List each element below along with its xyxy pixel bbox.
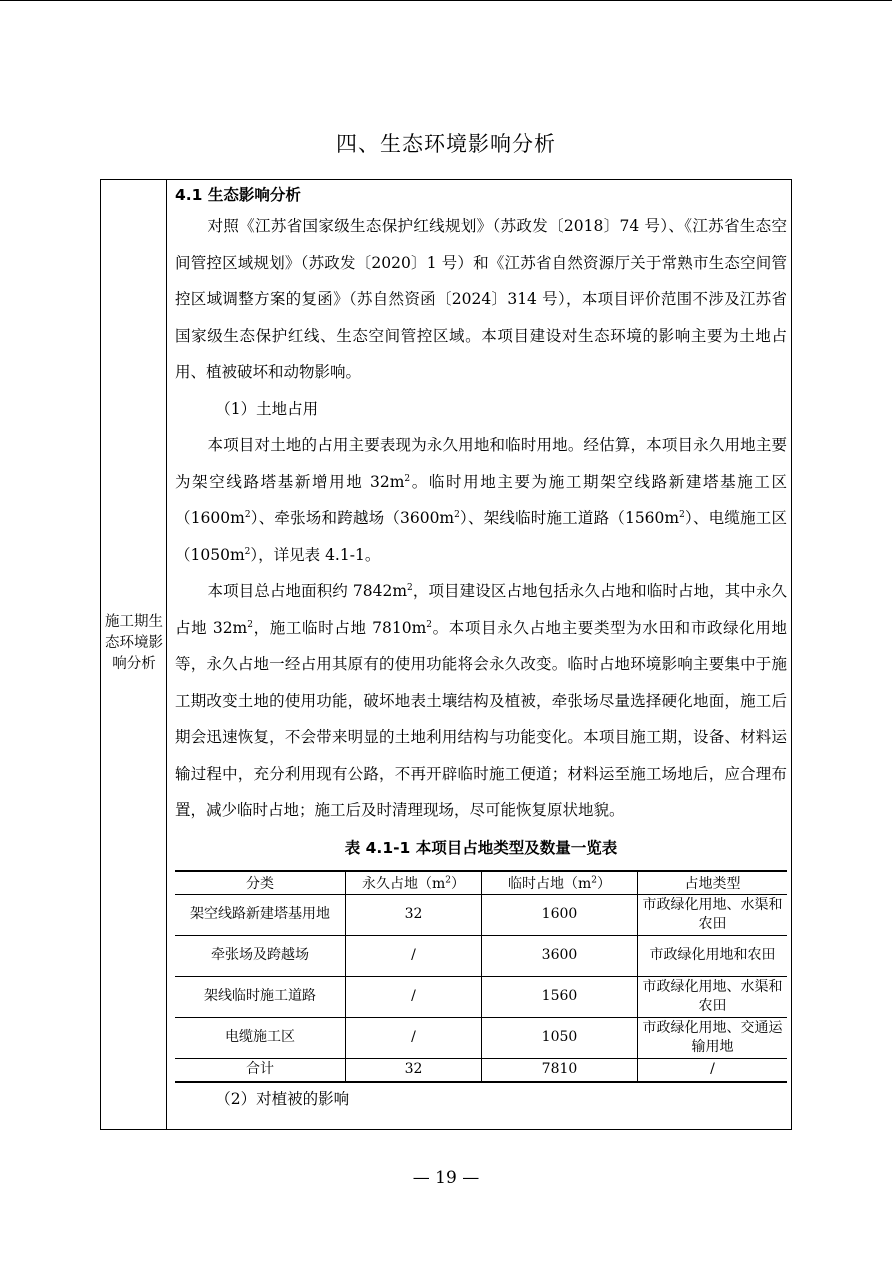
total-land-type: /	[638, 1058, 788, 1082]
table-header-row	[175, 871, 787, 895]
cell-temporary: 1050	[482, 1017, 638, 1058]
section-heading: 4.1 生态影响分析	[175, 186, 301, 204]
cell-temporary: 3600	[482, 935, 638, 976]
page-number: — 19 —	[412, 1168, 480, 1188]
total-permanent: 32	[346, 1058, 482, 1082]
page-title: 四、生态环境影响分析	[336, 132, 556, 156]
land-use-table	[175, 870, 787, 1083]
cell-land-type: 市政绿化用地、水渠和农田	[638, 894, 788, 935]
top-rule	[0, 0, 892, 1]
total-temporary: 7810	[482, 1058, 638, 1082]
table-row	[175, 976, 787, 1017]
left-column	[101, 180, 167, 1129]
total-label: 合计	[175, 1058, 346, 1082]
area-paragraph: 本项目总占地面积约 $7842m^2$，项目建设区占地包括永久占地和临时占地，其中永久占地 $32m^2$，施工临时占地 $7810m^2$。本项目永久占地主要类型为水田和市政绿化用地等，永久占地一经占用其原有的使用功能将会永久改变。临时占地环境影响主要集中于施工期改变土地的使用功能，破坏地表土壤结构及植被，牵张场尽量选择硬化地面，施工后期会迅速恢复，不会带来明显的土地利用结构与功能变化。本项目施工期，设备、材料运输过程中，充分利用现有公路，不再开辟临时施工便道；材料运至施工场地后，应合理布置，减少临时占地；施工后及时清理现场，尽可能恢复原状地貌。	[175, 582, 787, 819]
intro-paragraph: 对照《江苏省国家级生态保护红线规划》（苏政发〔2018〕74 号）、《江苏省生态空间管控区域规划》（苏政发〔2020〕1 号）和《江苏省自然资源厅关于常熟市生态空间管控区域调整方案的复函》（苏自然资函〔2024〕314 号），本项目评价范围不涉及江苏省国家级生态保护红线、生态空间管控区域。本项目建设对生态环境的影响主要为土地占用、植被破坏和动物影响。	[175, 217, 787, 381]
table-row	[175, 935, 787, 976]
right-column	[175, 182, 787, 1115]
table-total-row	[175, 1058, 787, 1082]
table-row	[175, 1017, 787, 1058]
land-use-paragraph: 本项目对土地的占用主要表现为永久用地和临时用地。经估算，本项目永久用地主要为架空线路塔基新增用地 $32m^2$。临时用地主要为施工期架空线路新建塔基施工区$(1600m^2)$、牵张场和跨越场$(3600m^2)$、架线临时施工道路$(1560m^2)$、电缆施工区$(1050m^2)$，详见表 4.1-1。	[175, 436, 787, 564]
subheading-land-use: （1）土地占用	[215, 399, 319, 418]
cell-land-type: 市政绿化用地、交通运输用地	[638, 1017, 788, 1058]
cell-land-type: 市政绿化用地和农田	[638, 935, 788, 976]
cell-permanent: /	[346, 976, 482, 1017]
subheading-vegetation: （2）对植被的影响	[215, 1089, 350, 1108]
content-frame	[100, 179, 792, 1130]
cell-permanent: 32	[346, 894, 482, 935]
cell-category: 架线临时施工道路	[175, 976, 346, 1017]
cell-permanent: /	[346, 1017, 482, 1058]
cell-temporary: 1560	[482, 976, 638, 1017]
table-row	[175, 894, 787, 935]
cell-temporary: 1600	[482, 894, 638, 935]
header-land-type: 占地类型	[638, 871, 788, 895]
header-temporary: 临时占地$(m^2)$	[482, 871, 638, 895]
table-title: 表 4.1-1 本项目占地类型及数量一览表	[344, 838, 618, 857]
cell-category: 电缆施工区	[175, 1017, 346, 1058]
left-column-label: 施工期生态环境影响分析	[105, 614, 163, 672]
cell-permanent: /	[346, 935, 482, 976]
cell-category: 牵张场及跨越场	[175, 935, 346, 976]
header-category: 分类	[175, 871, 346, 895]
cell-land-type: 市政绿化用地、水渠和农田	[638, 976, 788, 1017]
cell-category: 架空线路新建塔基用地	[175, 894, 346, 935]
header-permanent: 永久占地$(m^2)$	[346, 871, 482, 895]
